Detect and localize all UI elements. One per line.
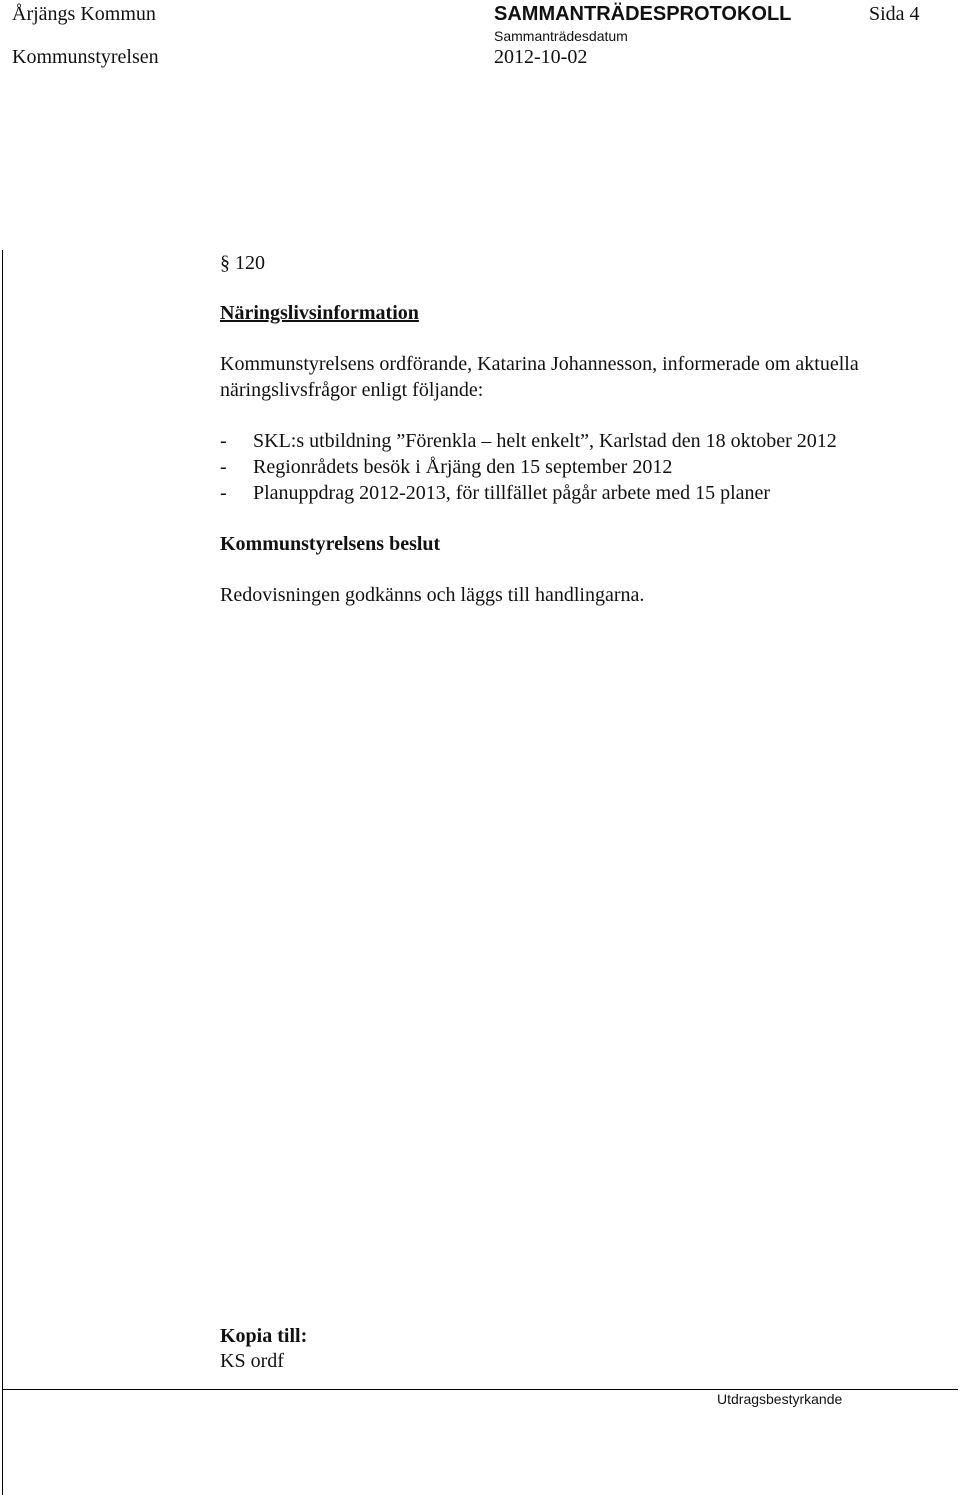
attestation-label: Utdragsbestyrkande [717,1391,843,1407]
list-item-text: SKL:s utbildning ”Förenkla – helt enkelt”, Karlstad den 18 oktober 2012 [253,430,837,452]
list-dash-marker: - [220,456,227,478]
page-number: Sida 4 [869,3,920,25]
intro-text-line: näringslivsfrågor enligt följande: [220,379,484,401]
list-item-text: Planuppdrag 2012-2013, för tillfället pågår arbete med 15 planer [253,482,771,504]
list-item [220,482,770,505]
decision-text: Redovisningen godkänns och läggs till handlingarna. [220,584,645,606]
left-margin-rule [2,250,3,1495]
meeting-date: 2012-10-02 [494,46,588,68]
list-item [220,430,837,453]
intro-text-line: Kommunstyrelsens ordförande, Katarina Johannesson, informerade om aktuella [220,353,859,375]
list-item [220,456,672,479]
list-dash-marker: - [220,482,227,504]
paragraph-number: § 120 [220,252,265,274]
decision-heading: Kommunstyrelsens beslut [220,533,441,555]
document-type-title: SAMMANTRÄDESPROTOKOLL [494,3,792,25]
copy-to-heading: Kopia till: [220,1325,308,1347]
committee-name: Kommunstyrelsen [12,46,159,68]
list-dash-marker: - [220,430,227,452]
meeting-date-label: Sammanträdesdatum [494,28,628,44]
copy-recipient: KS ordf [220,1350,284,1372]
section-heading: Näringslivsinformation [220,302,419,324]
municipality-name: Årjängs Kommun [12,3,156,25]
list-item-text: Regionrådets besök i Årjäng den 15 september 2012 [253,456,673,478]
bottom-margin-rule [2,1389,958,1390]
